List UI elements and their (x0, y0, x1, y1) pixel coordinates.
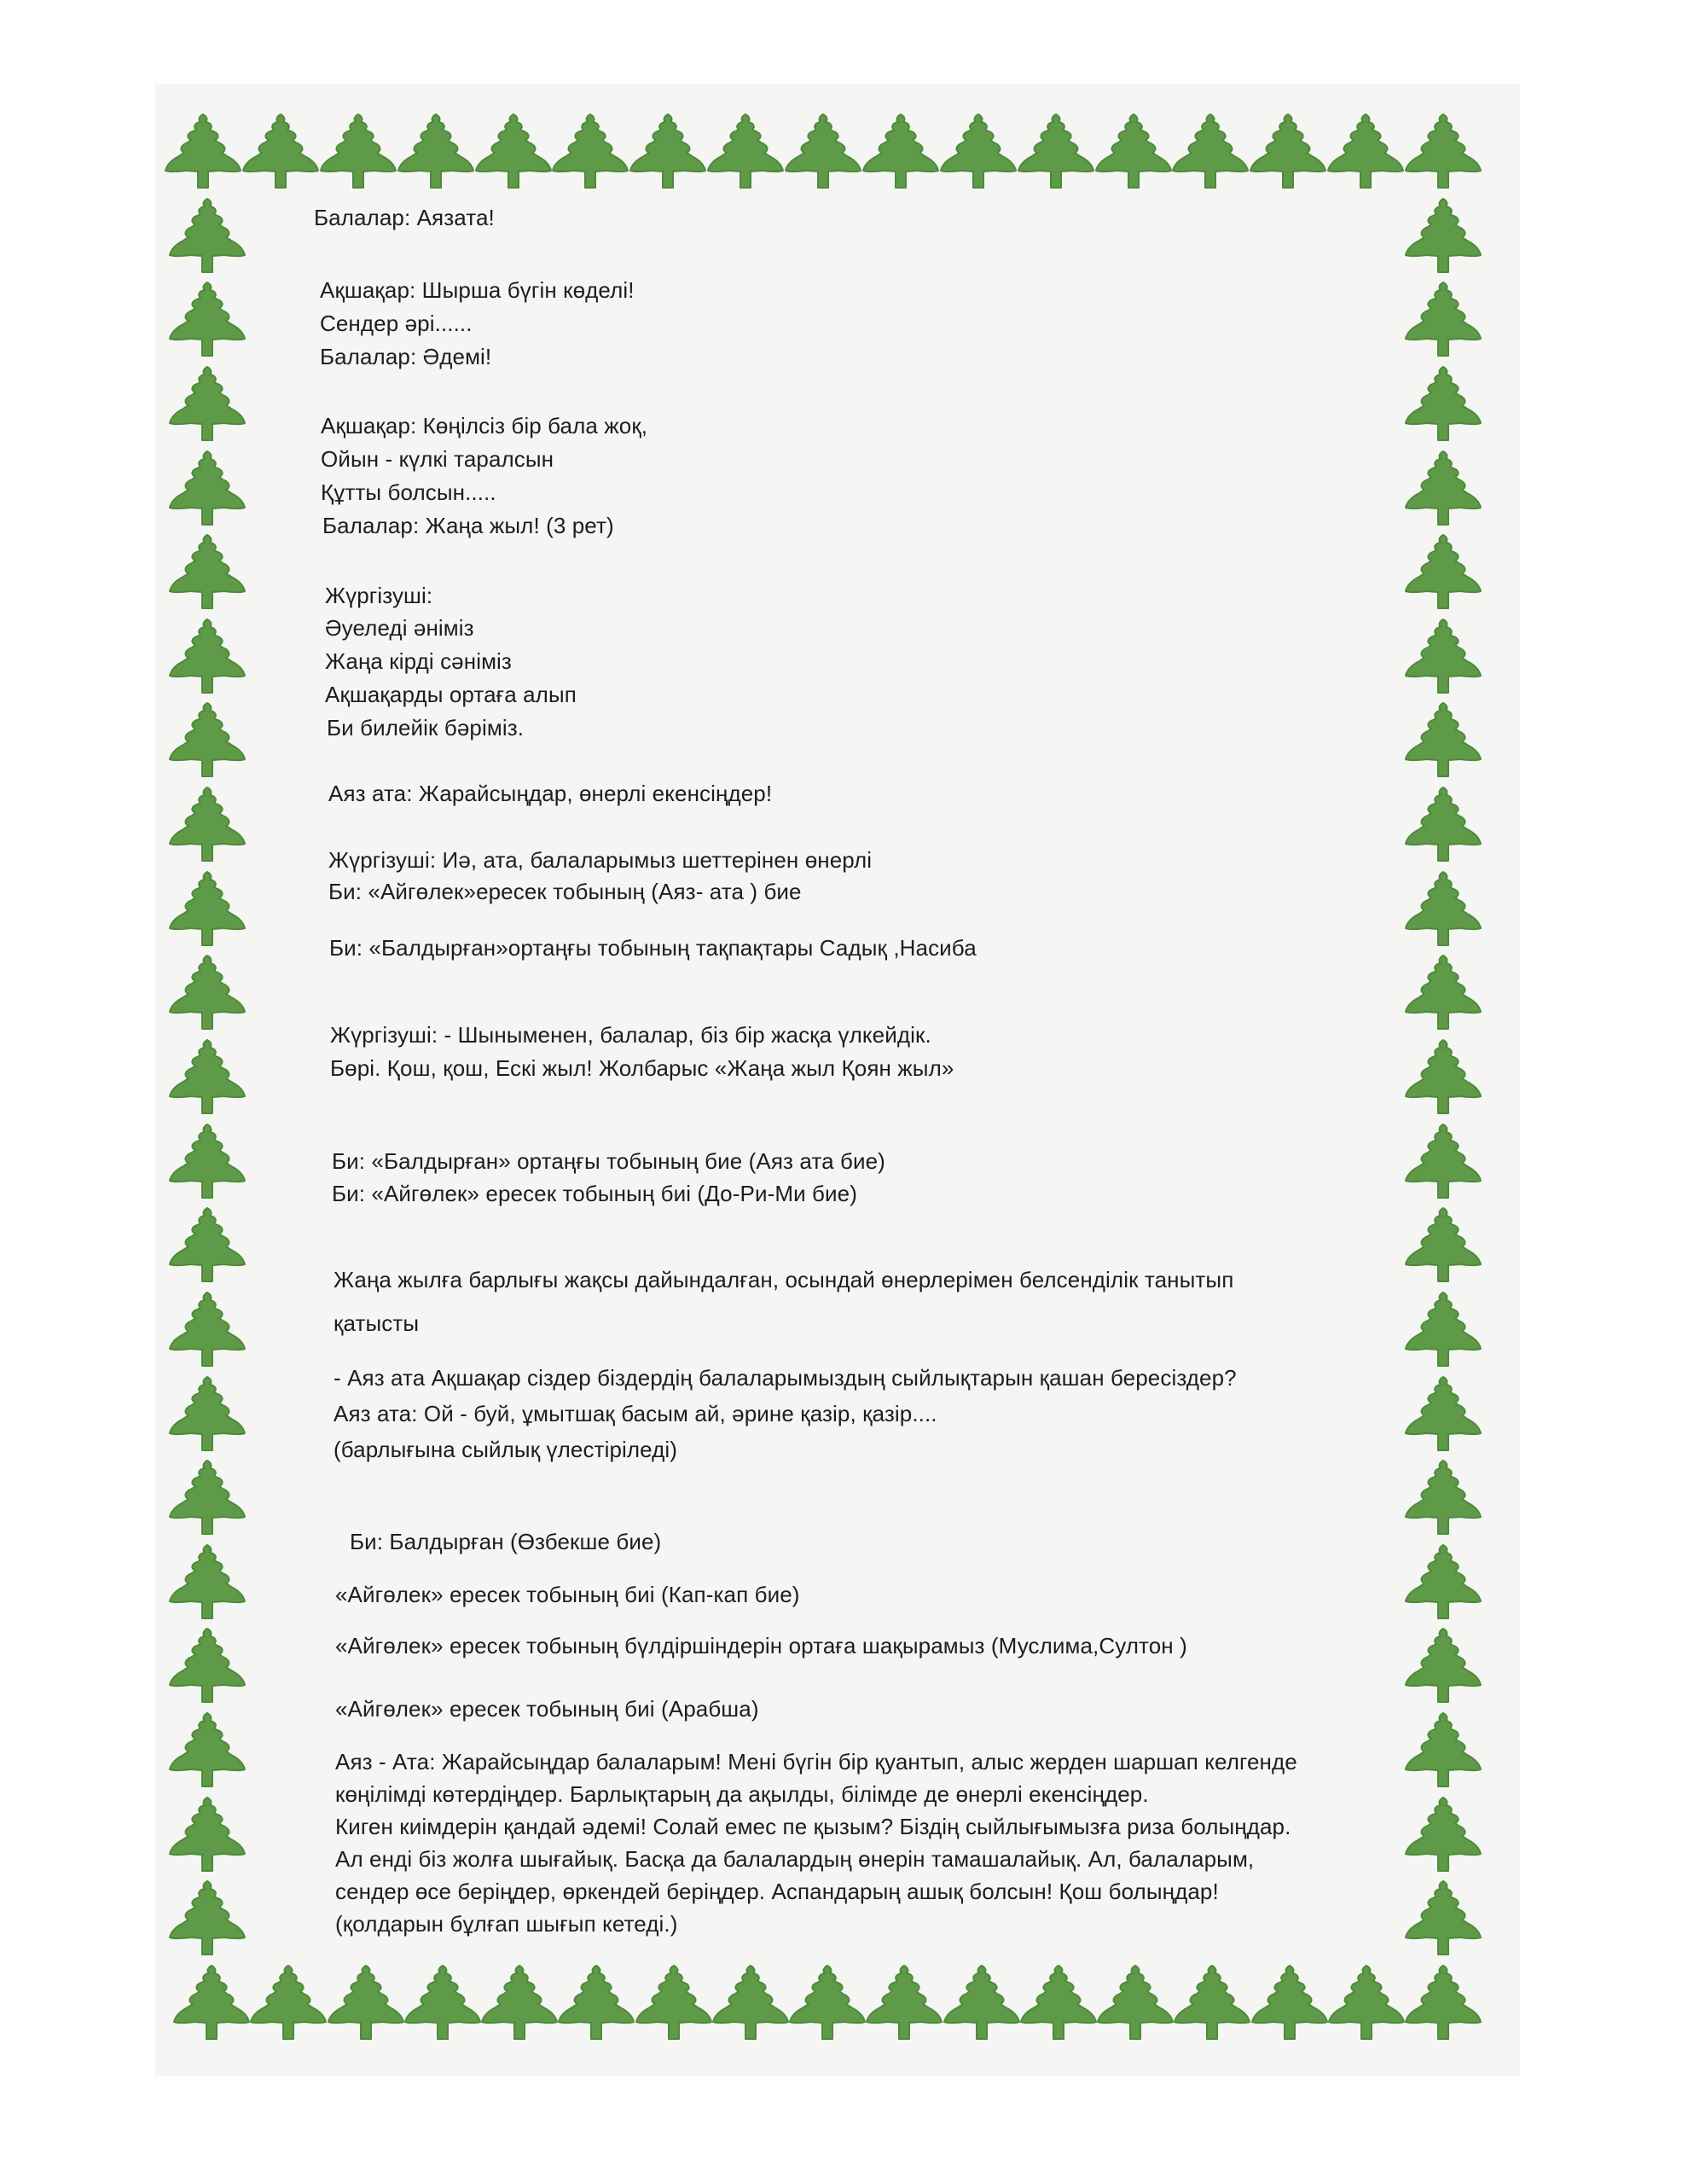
text-line: Ойын - күлкі таралсын (321, 446, 554, 472)
fir-tree-icon (1402, 1625, 1484, 1714)
text-line: Аяз - Ата: Жарайсыңдар балаларым! Мені бүгін бір қуантып, алыс жерден шаршап келгенде (335, 1749, 1297, 1774)
fir-tree-icon (166, 1374, 248, 1462)
text-line: Би: «Балдырған»ортаңғы тобының тақпақтары Садық ,Насиба (329, 935, 977, 961)
fir-tree-icon (166, 363, 248, 452)
text-line: Жүргізуші: - Шыныменен, балалар, біз бір жасқа үлкейдік. (330, 1022, 931, 1048)
fir-tree-icon (1093, 111, 1175, 200)
text-line: «Айгөлек» ересек тобының биі (Арабша) (335, 1696, 759, 1722)
fir-tree-icon (171, 1962, 252, 2051)
fir-tree-icon (1171, 1962, 1253, 2051)
text-line: Жүргізуші: Иә, ата, балаларымыз шеттерінен өнерлі (328, 847, 873, 873)
text-line: сендер өсе беріңдер, өркендей беріңдер. Аспандарың ашық болсын! Қош болыңдар! (335, 1879, 1219, 1904)
fir-tree-icon (860, 111, 942, 200)
text-line: Аяз ата: Жарайсыңдар, өнерлі екенсіңдер! (328, 781, 773, 806)
fir-tree-icon (166, 1794, 248, 1883)
fir-tree-icon (1402, 1457, 1484, 1546)
text-line: Би: «Айгөлек»ересек тобының (Аяз- ата ) бие (328, 879, 802, 904)
fir-tree-icon (1402, 531, 1484, 620)
text-line: Би билейік бәріміз. (327, 715, 525, 741)
fir-tree-icon (247, 1962, 329, 2051)
text-line: Сендер әрі...... (320, 311, 473, 336)
fir-tree-icon (166, 1121, 248, 1210)
fir-tree-icon (705, 111, 786, 200)
fir-tree-icon (1094, 1962, 1176, 2051)
text-line: Балалар: Жаңа жыл! (3 рет) (322, 513, 614, 538)
text-line: Жаңа жылға барлығы жақсы дайындалған, осындай өнерлерімен белсенділік танытып (334, 1267, 1234, 1292)
text-line: «Айгөлек» ересек тобының бүлдіршіндерін ортаға шақырамыз (Муслима,Султон ) (335, 1633, 1187, 1658)
fir-tree-icon (937, 111, 1019, 200)
fir-tree-icon (166, 1205, 248, 1293)
fir-tree-icon (1402, 1710, 1484, 1798)
fir-tree-icon (1015, 111, 1097, 200)
fir-tree-icon (633, 1962, 715, 2051)
fir-tree-icon (549, 111, 631, 200)
text-line: - Аяз ата Ақшақар сіздер біздердің балаларымыздың сыйлықтарын қашан бересіздер? (334, 1365, 1237, 1391)
fir-tree-icon (1247, 111, 1329, 200)
text-line: Балалар: Аязата! (314, 205, 495, 230)
fir-tree-icon (627, 111, 709, 200)
fir-tree-icon (786, 1962, 868, 2051)
fir-tree-icon (166, 616, 248, 705)
text-line: (барлығына сыйлық үлестіріледі) (334, 1437, 678, 1462)
fir-tree-icon (710, 1962, 792, 2051)
fir-tree-icon (162, 111, 244, 200)
fir-tree-icon (1325, 111, 1407, 200)
fir-tree-icon (863, 1962, 945, 2051)
fir-tree-icon (1402, 784, 1484, 873)
fir-tree-icon (1402, 1962, 1484, 2051)
text-line: Аяз ата: Ой - буй, ұмытшақ басым ай, әрине қазір, қазір.... (334, 1401, 937, 1426)
fir-tree-icon (479, 1962, 560, 2051)
fir-tree-icon (1402, 700, 1484, 788)
text-line: Ақшақарды ортаға алып (325, 682, 577, 707)
fir-tree-icon (473, 111, 554, 200)
fir-tree-icon (325, 1962, 407, 2051)
text-line: Жаңа кірді сәніміз (325, 648, 512, 674)
fir-tree-icon (166, 1710, 248, 1798)
fir-tree-icon (1402, 195, 1484, 284)
text-line: Құтты болсын..... (321, 479, 496, 505)
fir-tree-icon (1402, 1878, 1484, 1966)
text-line: Би: «Айгөлек» ересек тобының биі (До-Ри-Ми бие) (332, 1181, 857, 1206)
fir-tree-icon (166, 448, 248, 537)
fir-tree-icon (782, 111, 864, 200)
text-line: (қолдарын бұлғап шығып кетеді.) (335, 1911, 678, 1937)
fir-tree-icon (1402, 279, 1484, 368)
fir-tree-icon (1402, 952, 1484, 1041)
fir-tree-icon (1402, 1121, 1484, 1210)
text-line: «Айгөлек» ересек тобының биі (Кап-кап бие) (335, 1582, 800, 1607)
fir-tree-icon (166, 279, 248, 368)
fir-tree-icon (166, 531, 248, 620)
text-line: қатысты (334, 1310, 420, 1336)
text-line: Балалар: Әдемі! (320, 344, 492, 369)
fir-tree-icon (1402, 363, 1484, 452)
fir-tree-icon (166, 952, 248, 1041)
fir-tree-icon (1402, 1037, 1484, 1125)
text-line: Би: «Балдырған» ортаңғы тобының бие (Аяз ата бие) (332, 1148, 885, 1174)
fir-tree-icon (1402, 868, 1484, 957)
fir-tree-icon (240, 111, 322, 200)
fir-tree-icon (166, 1625, 248, 1714)
text-line: Ал енді біз жолға шығайық. Басқа да балалардың өнерін тамашалайық. Ал, балаларым, (335, 1846, 1255, 1872)
fir-tree-icon (1402, 1289, 1484, 1378)
text-line: Әуеледі әніміз (325, 615, 474, 641)
text-line: Ақшақар: Шырша бүгін көделі! (320, 277, 635, 303)
fir-tree-icon (402, 1962, 484, 2051)
text-line: Бөрі. Қош, қош, Ескі жыл! Жолбарыс «Жаңа жыл Қоян жыл» (330, 1055, 954, 1081)
fir-tree-icon (166, 1037, 248, 1125)
fir-tree-icon (166, 700, 248, 788)
fir-tree-icon (166, 1878, 248, 1966)
fir-tree-icon (166, 1457, 248, 1546)
fir-tree-icon (1169, 111, 1251, 200)
fir-tree-icon (1402, 1542, 1484, 1630)
fir-tree-icon (1402, 616, 1484, 705)
fir-tree-icon (1402, 1794, 1484, 1883)
fir-tree-icon (1402, 1205, 1484, 1293)
fir-tree-icon (1402, 111, 1484, 200)
fir-tree-icon (166, 1289, 248, 1378)
text-line: көңілімді көтердіңдер. Барлықтарың да ақылды, білімде де өнерлі екенсіңдер. (335, 1781, 1149, 1807)
text-line: Киген киімдерін қандай әдемі! Солай емес пе қызым? Біздің сыйлығымызға риза болыңдар. (335, 1814, 1291, 1839)
text-line: Жүргізуші: (325, 583, 433, 608)
fir-tree-icon (166, 195, 248, 284)
fir-tree-icon (166, 1542, 248, 1630)
fir-tree-icon (317, 111, 399, 200)
text-line: Би: Балдырған (Өзбекше бие) (350, 1529, 662, 1554)
fir-tree-icon (166, 784, 248, 873)
text-line: Ақшақар: Көңілсіз бір бала жоқ, (321, 413, 648, 439)
fir-tree-icon (166, 868, 248, 957)
fir-tree-icon (941, 1962, 1023, 2051)
fir-tree-icon (395, 111, 477, 200)
fir-tree-icon (1402, 1374, 1484, 1462)
fir-tree-icon (555, 1962, 637, 2051)
fir-tree-icon (1402, 448, 1484, 537)
fir-tree-icon (1018, 1962, 1099, 2051)
fir-tree-icon (1325, 1962, 1407, 2051)
fir-tree-icon (1249, 1962, 1331, 2051)
